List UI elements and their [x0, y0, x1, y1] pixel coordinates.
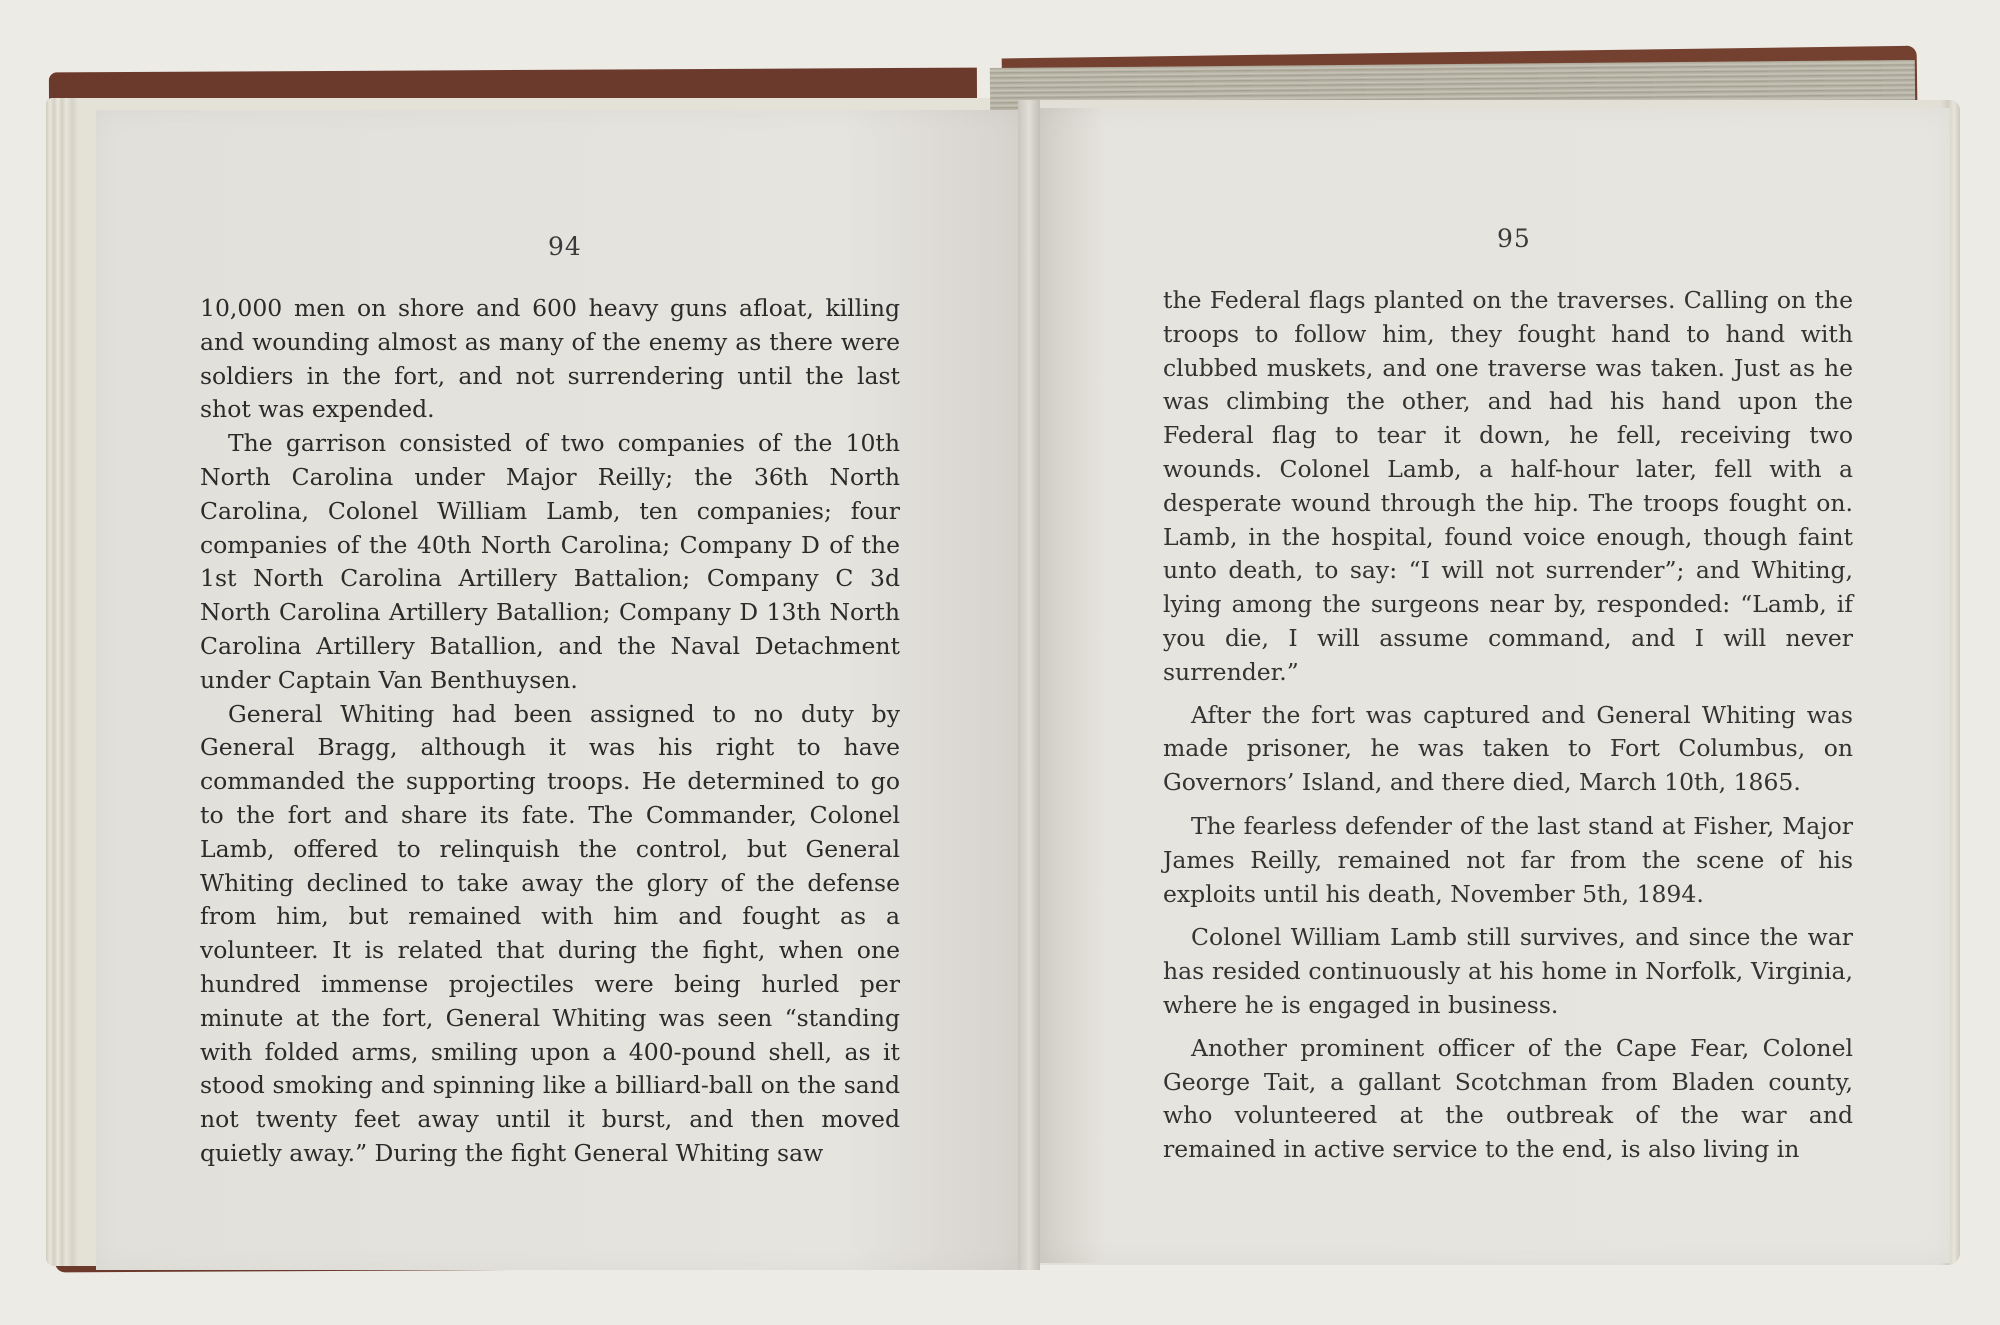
right-page-number: 95: [1497, 224, 1531, 253]
paragraph: Colonel William Lamb still survives, and since the war has resided continuously at his home in Norfolk, Virginia, where he is engaged in business.: [1163, 923, 1853, 1019]
paragraph: General Whiting had been assigned to no duty by General Bragg, although it was his right to have commanded the supporting troops. He determined to go to the fort and share its fate. The Commander, Colonel Lamb, offered to relinquish the control, but General Whiting declined to take away the glory of the defense from him, but remained with him and fought as a volunteer. It is related that during the fight, when one hundred immense projectiles were being hurled per minute at the fort, General Whiting was seen “standing with folded arms, smiling upon a 400-pound shell, as it stood smoking and spinning like a billiard-ball on the sand not twenty feet away until it burst, and then moved quietly away.” During the fight General Whiting saw: [200, 699, 900, 1167]
left-page-number: 94: [548, 232, 582, 261]
book-gutter: [1018, 100, 1040, 1270]
paragraph: the Federal flags planted on the traverses. Calling on the troops to follow him, they fought hand to hand with clubbed muskets, and one traverse was taken. Just as he was climbing the other, and had his hand upon the Federal flag to tear it down, he fell, receiving two wounds. Colonel Lamb, a half-hour later, fell with a desperate wound through the hip. The troops fought on. Lamb, in the hospital, found voice enough, though faint unto death, to say: “I will not surrender”; and Whiting, lying among the surgeons near by, responded: “Lamb, if you die, I will assume command, and I will never surrender.”: [1163, 286, 1853, 686]
paragraph: After the fort was captured and General Whiting was made prisoner, he was taken to Fort Columbus, on Governors’ Island, and there died, March 10th, 1865.: [1163, 700, 1853, 797]
left-page-text: [200, 292, 900, 1171]
right-page-text: [1163, 284, 1853, 1167]
paragraph: The fearless defender of the last stand at Fisher, Major James Reilly, remained not far from the scene of his exploits until his death, November 5th, 1894.: [1163, 811, 1853, 908]
paragraph: The garrison consisted of two companies of the 10th North Carolina under Major Reilly; the 36th North Carolina, Colonel William Lamb, ten companies; four companies of the 40th North Carolina; Company D of the 1st North Carolina Artillery Battalion; Company C 3d North Carolina Artillery Batallion; Company D 13th North Carolina Artillery Batallion, and the Naval Detachment under Captain Van Benthuysen.: [200, 429, 900, 694]
paragraph: Another prominent officer of the Cape Fear, Colonel George Tait, a gallant Scotchman from Bladen county, who volunteered at the outbreak of the war and remained in active service to the end, is also living in: [1163, 1033, 1853, 1164]
paragraph: 10,000 men on shore and 600 heavy guns afloat, killing and wounding almost as many of the enemy as there were soldiers in the fort, and not surrendering until the last shot was expended.: [200, 294, 900, 424]
